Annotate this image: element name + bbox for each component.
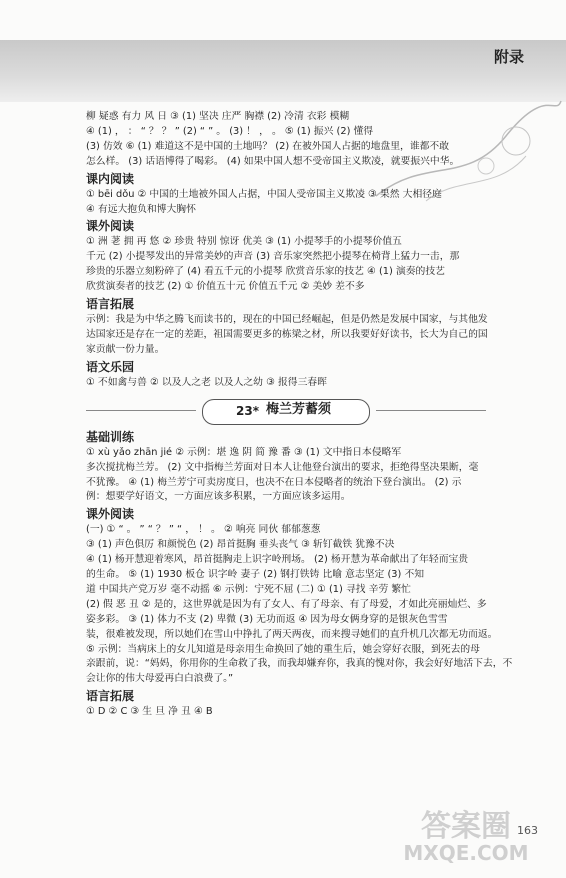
answer-line: 例：想要学好语文，一方面应该多积累，一方面应该多运用。	[86, 491, 351, 503]
answer-line: 装，很难被发现，所以她们在雪山中挣扎了两天两夜，而来搜寻她们的直升机几次都无功而返。	[86, 628, 498, 640]
section-heading: 语言拓展	[86, 689, 135, 704]
answer-line: 千元 (2) 小提琴发出的异常美妙的声音 (3) 音乐家突然把小提琴在椅背上猛力一击，那	[86, 251, 460, 263]
answer-line: 家贡献一份力量。	[86, 343, 165, 355]
answer-line: (一) ① “ 。 ” “ ？ ” “ ， ！ 。 ② 响亮 同伙 郁郁葱葱	[86, 524, 321, 536]
section-heading: 课外阅读	[86, 219, 135, 234]
answer-line: 的生命。 ⑤ (1) 1930 板仓 识字岭 妻子 (2) 钢打铁铸 比喻 意志坚定 (3) 不知	[86, 569, 425, 581]
answer-line: (2) 假 恶 丑 ② 是的，这世界就是因为有了女人、有了母亲、有了母爱，才如此亮丽灿烂、多	[86, 598, 487, 610]
appendix-label: 附录	[493, 48, 524, 66]
page-number: 163	[517, 824, 538, 837]
answer-line: (3) 仿效 ⑥ (1) 难道这不是中国的土地吗？ (2) 在被外国人占据的地盘里，谁都不敢	[86, 140, 450, 152]
answer-line: 示例：我是为中华之腾飞而读书的，现在的中国已经崛起，但是仍然是发展中国家，与其他发	[86, 314, 488, 326]
answer-line: 柳 疑惑 有力 风 日 ③ (1) 坚决 庄严 胸襟 (2) 冷清 衣彩 模糊	[86, 111, 350, 122]
answer-line: ③ (1) 声色俱厉 和颜悦色 (2) 昂首挺胸 垂头丧气 ③ 斩钉截铁 犹豫不决	[86, 539, 395, 551]
section-heading: 课外阅读	[86, 507, 135, 522]
watermark-url: MXQE.COM	[403, 841, 529, 865]
answer-line: ④ (1) ， ： “ ？ ？ ” (2) “ ” 。 (3) ！ ， 。 ⑤ (1) 振兴 (2) 懂得	[86, 125, 374, 137]
chapter-number: 23*	[236, 403, 259, 418]
answer-line: ⑤ 示例：当病床上的女儿知道是母亲用生命换回了她的重生后，她会穿好衣服，到死去的母	[86, 643, 480, 655]
chapter-name: 梅兰芳蓄须	[266, 401, 332, 417]
page-header	[0, 40, 566, 102]
section-heading: 语文乐园	[86, 359, 135, 374]
section-heading: 语言拓展	[86, 297, 135, 312]
answer-line: ① bēi dǒu ② 中国的土地被外国人占据，中国人受帝国主义欺凌 ③ 果然 大相径庭	[86, 188, 442, 200]
answer-line: ④ (1) 杨开慧迎着寒风，昂首挺胸走上识字岭刑场。 (2) 杨开慧为革命献出了年轻而宝贵	[86, 554, 469, 566]
answer-line: ① 不如禽与兽 ② 以及人之老 以及人之幼 ③ 报得三春晖	[86, 376, 327, 388]
section-heading: 课内阅读	[86, 171, 135, 186]
answer-line: 珍贵的乐器立刻粉碎了 (4) 看五千元的小提琴 欣赏音乐家的技艺 ④ (1) 演奏的技艺	[86, 266, 445, 278]
answer-line: 多次搅扰梅兰芳。 (2) 文中指梅兰芳面对日本人让他登台演出的要求，拒绝得坚决果断，毫	[86, 461, 479, 473]
answer-line: 怎么样。 (3) 话语博得了喝彩。 (4) 如果中国人想不受帝国主义欺凌，就要振兴中华。	[86, 155, 460, 167]
chapter-title	[86, 397, 526, 427]
answer-line: ④ 有远大抱负和博大胸怀	[86, 203, 196, 215]
answer-line: ① xù yǎo zhān jié ② 示例：堪 逸 阴 简 豫 番 ③ (1) 文中指日本侵略军	[86, 446, 402, 458]
watermark-text: 答案圈	[421, 809, 511, 844]
answer-line: 欣赏演奏者的技艺 (2) ① 价值五十元 价值五千元 ② 美妙 差不多	[86, 281, 365, 293]
answer-line: 姿多彩。 ③ (1) 体力不支 (2) 卑微 (3) 无功而返 ④ 因为母女俩身穿的是银灰色雪雪	[86, 613, 448, 625]
answer-line: ① D ② C ③ 生 旦 净 丑 ④ B	[86, 706, 213, 718]
answer-line: 达国家还是存在一定的差距，祖国需要更多的栋梁之材，所以我要好好读书，长大为自己的国	[86, 328, 488, 340]
answer-content	[86, 110, 526, 720]
answer-line: ① 洲 荖 拥 再 悠 ② 珍贵 特别 惊讶 优美 ③ (1) 小提琴手的小提琴价值五	[86, 236, 402, 248]
watermark-logo	[376, 809, 556, 872]
answer-line: 亲跟前，说：“妈妈，你用你的生命救了我，而我却嫌弃你，我真的愧对你，我会好好地活下去，不	[86, 658, 513, 670]
answer-line: 道 中国共产党万岁 毫不动摇 ⑥ 示例：宁死不屈 (二) ① (1) 寻找 辛劳 繁忙	[86, 583, 411, 595]
section-heading: 基础训练	[86, 429, 135, 444]
answer-line: 不犹豫。 ④ (1) 梅兰芳宁可卖房度日，也决不在日本侵略者的统治下登台演出。 (2) 示	[86, 476, 462, 488]
answer-line: 会让你的伟大母爱再白白浪费了。”	[86, 673, 234, 685]
